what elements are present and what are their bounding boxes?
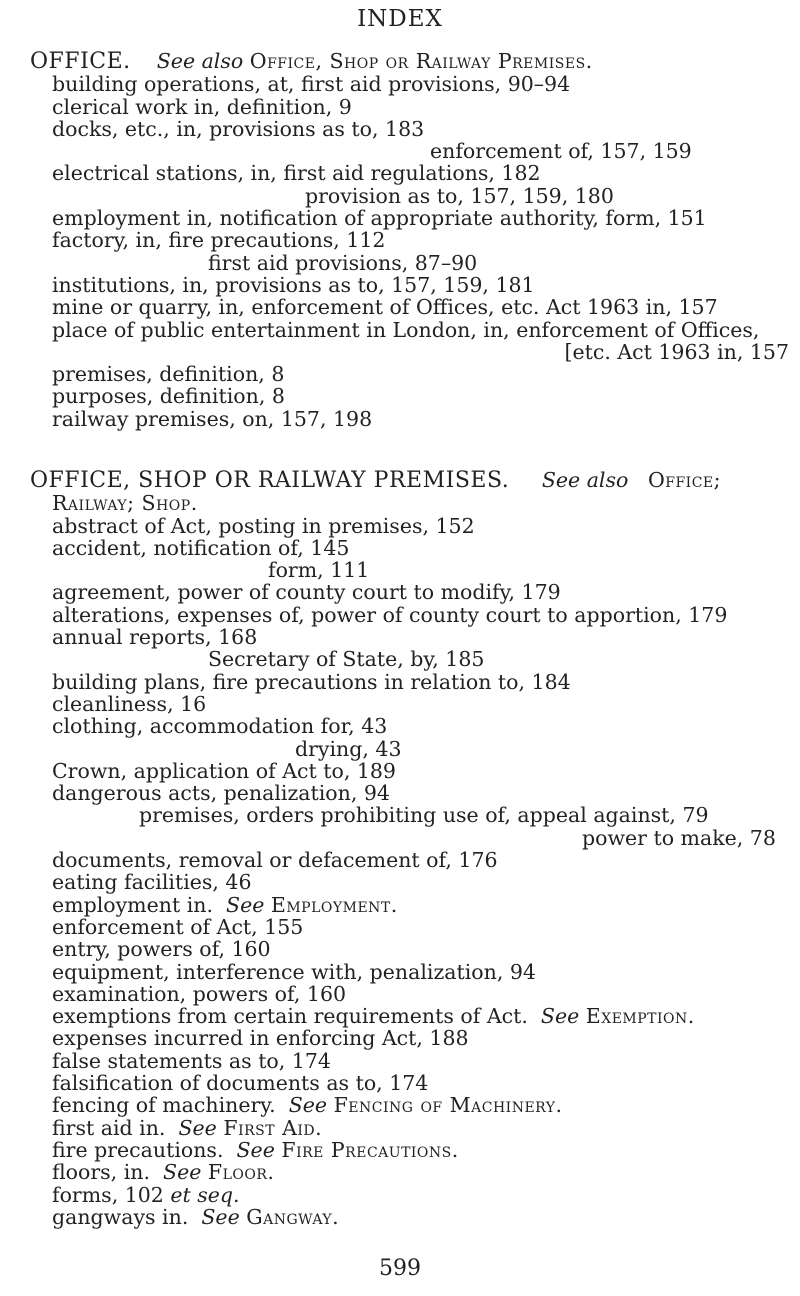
index-subentry xyxy=(30,118,795,140)
index-subentry xyxy=(30,1072,795,1094)
index-subentry xyxy=(30,738,795,760)
index-subentry xyxy=(30,715,795,737)
index-subentry xyxy=(30,1206,795,1228)
subentry-text: accident, notification of, 145 xyxy=(52,535,350,560)
see-target: First Aid. xyxy=(223,1115,323,1140)
see-also-label: See also xyxy=(156,49,244,73)
subentry-text: premises, orders prohibiting use of, appeal against, 79 xyxy=(139,803,709,828)
see-target: Exemption. xyxy=(585,1004,695,1029)
index-subentry xyxy=(30,1027,795,1049)
subentry-text: first aid provisions, 87–90 xyxy=(208,250,478,275)
see-also-label: See also xyxy=(541,468,629,492)
entry-heading-continuation xyxy=(30,492,795,514)
subentry-text: first aid in. xyxy=(52,1115,166,1140)
index-subentry xyxy=(30,1139,795,1161)
index-subentry xyxy=(30,185,795,207)
subentry-text: entry, powers of, 160 xyxy=(52,937,271,962)
index-subentry xyxy=(30,604,795,626)
subentry-text: fencing of machinery. xyxy=(52,1093,276,1118)
index-subentry xyxy=(30,1184,795,1206)
subentry-text: [etc. Act 1963 in, 157 xyxy=(564,339,789,364)
see-label: See xyxy=(163,1160,202,1185)
index-subentry xyxy=(30,252,795,274)
index-subentry xyxy=(30,363,795,385)
see-target: Employment. xyxy=(270,892,398,917)
subentry-text: premises, definition, 8 xyxy=(52,362,285,387)
subentry-text: employment in. xyxy=(52,892,213,917)
index-subentry xyxy=(30,849,795,871)
subentry-text: exemptions from certain requirements of Act. xyxy=(52,1004,528,1029)
subentry-text: false statements as to, 174 xyxy=(52,1048,331,1073)
subentry-text: mine or quarry, in, enforcement of Offices, etc. Act 1963 in, 157 xyxy=(52,295,718,320)
entry-subentries xyxy=(30,73,795,430)
see-target: Gangway. xyxy=(246,1204,340,1229)
subentry-text: annual reports, 168 xyxy=(52,625,258,650)
index-subentry xyxy=(30,938,795,960)
subentry-text: place of public entertainment in London, in, enforcement of Offices, xyxy=(52,317,760,342)
index-subentry xyxy=(30,162,795,184)
index-subentry xyxy=(30,983,795,1005)
subentry-text: purposes, definition, 8 xyxy=(52,384,285,409)
subentry-text: clothing, accommodation for, 43 xyxy=(52,714,388,739)
index-subentry xyxy=(30,140,795,162)
index-subentry xyxy=(30,871,795,893)
index-subentry xyxy=(30,73,795,95)
see-target: Fire Precautions. xyxy=(281,1137,459,1162)
subentry-text: building plans, fire precautions in relation to, 184 xyxy=(52,669,571,694)
index-subentry xyxy=(30,559,795,581)
see-label: See xyxy=(226,892,265,917)
index-subentry xyxy=(30,1161,795,1183)
entry-head: OFFICE, SHOP OR RAILWAY PREMISES. xyxy=(30,468,510,493)
entry-head: OFFICE. xyxy=(30,49,131,74)
index-subentry xyxy=(30,626,795,648)
index-subentry xyxy=(30,894,795,916)
see-target: Fencing of Machinery. xyxy=(333,1093,563,1118)
subentry-text: equipment, interference with, penalization, 94 xyxy=(52,959,536,984)
subentry-text: form, 111 xyxy=(268,558,370,583)
subentry-text: docks, etc., in, provisions as to, 183 xyxy=(52,116,425,141)
subentry-text: provision as to, 157, 159, 180 xyxy=(305,183,614,208)
index-subentry xyxy=(30,319,795,341)
subentry-text: forms, 102 xyxy=(52,1182,164,1207)
index-subentry xyxy=(30,1005,795,1027)
subentry-text: eating facilities, 46 xyxy=(52,870,252,895)
index-subentry xyxy=(30,782,795,804)
subentry-text: Secretary of State, by, 185 xyxy=(208,647,485,672)
subentry-text: cleanliness, 16 xyxy=(52,691,207,716)
index-subentry xyxy=(30,341,795,363)
index-entry-office xyxy=(30,50,795,430)
subentry-text: documents, removal or defacement of, 176 xyxy=(52,848,498,873)
see-also-target: Office; xyxy=(647,468,722,492)
index-subentry xyxy=(30,274,795,296)
see-label: See xyxy=(288,1093,328,1118)
index-subentry xyxy=(30,804,795,826)
subentry-text: employment in, notification of appropriate authority, form, 151 xyxy=(52,206,707,231)
subentry-text: alterations, expenses of, power of county court to apportion, 179 xyxy=(52,602,728,627)
subentry-text: building operations, at, first aid provisions, 90–94 xyxy=(52,72,571,97)
page-number: 599 xyxy=(379,1256,421,1281)
subentry-text: power to make, 78 xyxy=(582,825,776,850)
index-subentry xyxy=(30,581,795,603)
subentry-text: floors, in. xyxy=(52,1160,150,1185)
index-subentry xyxy=(30,207,795,229)
index-subentry xyxy=(30,1094,795,1116)
index-subentry xyxy=(30,827,795,849)
subentry-text: falsification of documents as to, 174 xyxy=(52,1071,429,1096)
index-subentry xyxy=(30,961,795,983)
index-subentry xyxy=(30,671,795,693)
entry-heading xyxy=(30,469,795,492)
see-label: See xyxy=(178,1115,217,1140)
index-subentry xyxy=(30,385,795,407)
index-subentry xyxy=(30,916,795,938)
entry-heading xyxy=(30,50,795,73)
see-label: See xyxy=(540,1004,580,1029)
see-label: See xyxy=(201,1204,240,1229)
subentry-text: agreement, power of county court to modify, 179 xyxy=(52,580,561,605)
index-subentry xyxy=(30,1050,795,1072)
index-subentry xyxy=(30,408,795,430)
see-label: See xyxy=(236,1137,275,1162)
page-title: INDEX xyxy=(357,6,443,32)
subentry-italic-tail: et seq. xyxy=(170,1182,240,1207)
see-target: Floor. xyxy=(207,1160,275,1185)
subentry-text: dangerous acts, penalization, 94 xyxy=(52,781,390,806)
subentry-text: institutions, in, provisions as to, 157, 159, 181 xyxy=(52,272,535,297)
subentry-text: fire precautions. xyxy=(52,1137,224,1162)
subentry-text: electrical stations, in, first aid regulations, 182 xyxy=(52,161,541,186)
subentry-text: factory, in, fire precautions, 112 xyxy=(52,228,386,253)
index-subentry xyxy=(30,96,795,118)
index-subentry xyxy=(30,296,795,318)
subentry-text: gangways in. xyxy=(52,1204,189,1229)
index-subentry xyxy=(30,760,795,782)
entry-subentries xyxy=(30,515,795,1229)
index-subentry xyxy=(30,515,795,537)
subentry-text: railway premises, on, 157, 198 xyxy=(52,406,373,431)
subentry-text: drying, 43 xyxy=(295,736,402,761)
see-also-target-continued: Railway; Shop. xyxy=(52,491,198,516)
index-subentry xyxy=(30,537,795,559)
subentry-text: enforcement of, 157, 159 xyxy=(430,139,692,164)
index-subentry xyxy=(30,229,795,251)
see-also-target: Office, Shop or Railway Premises. xyxy=(249,49,593,73)
subentry-text: abstract of Act, posting in premises, 152 xyxy=(52,513,475,538)
subentry-text: Crown, application of Act to, 189 xyxy=(52,758,396,783)
subentry-text: clerical work in, definition, 9 xyxy=(52,94,352,119)
index-subentry xyxy=(30,693,795,715)
index-subentry xyxy=(30,1117,795,1139)
subentry-text: enforcement of Act, 155 xyxy=(52,914,304,939)
index-subentry xyxy=(30,648,795,670)
subentry-text: expenses incurred in enforcing Act, 188 xyxy=(52,1026,469,1051)
index-entry-office-shop-railway xyxy=(30,469,795,1228)
subentry-text: examination, powers of, 160 xyxy=(52,981,347,1006)
